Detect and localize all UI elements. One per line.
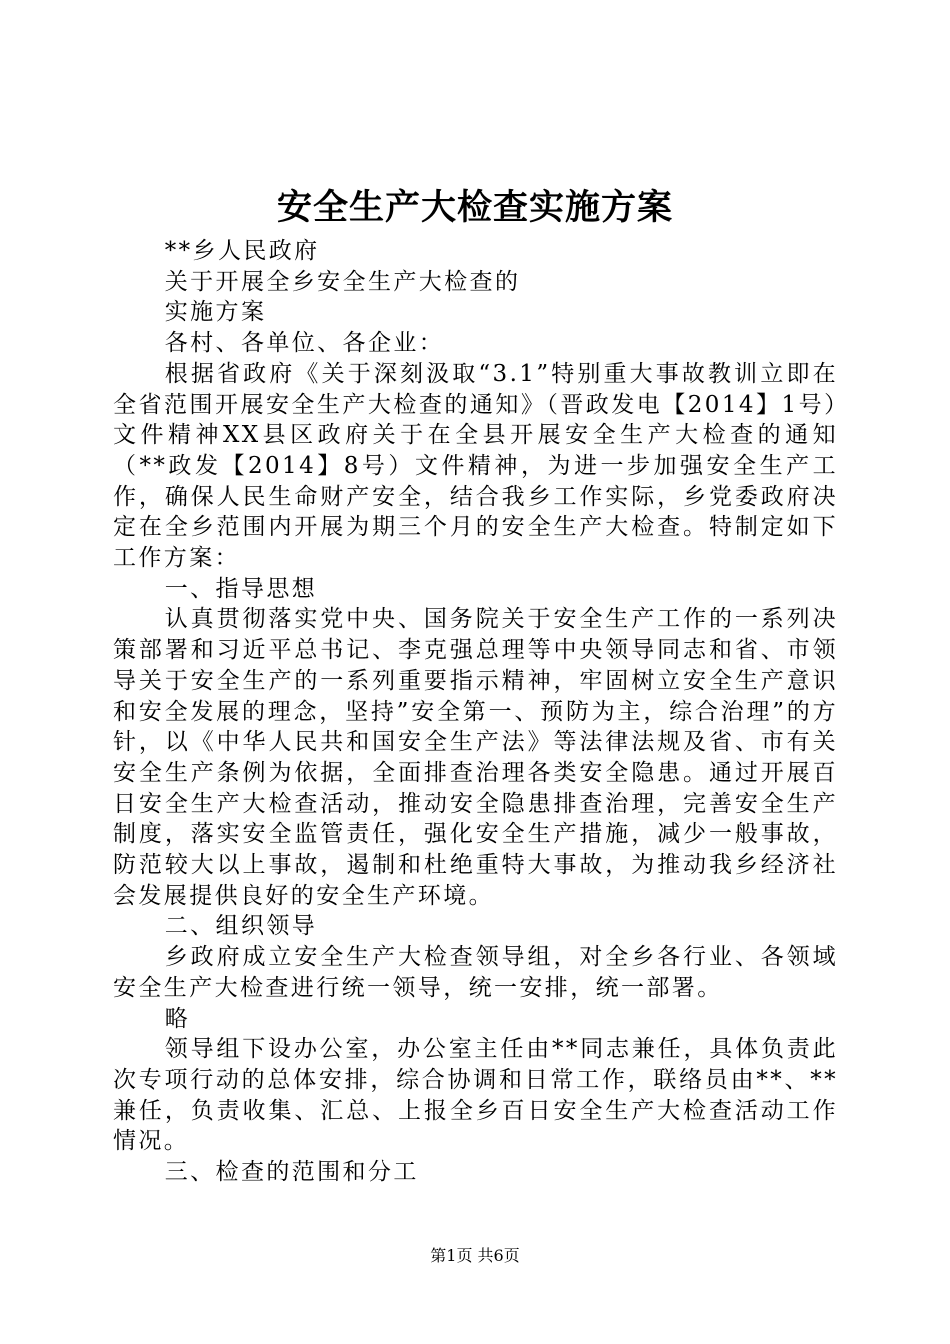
document-body <box>113 236 838 1188</box>
section-heading-2: 二、组织领导 <box>164 913 318 940</box>
paragraph-leadership: 乡政府成立安全生产大检查领导组，对全乡各行业、各领域安全生产大检查进行统一领导，统一安排，统一部署。 <box>113 944 838 1001</box>
paragraph-addressee: 各村、各单位、各企业： <box>164 330 445 357</box>
page-footer <box>0 1244 950 1268</box>
paragraph-subject-title: 实施方案 <box>164 299 267 326</box>
paragraph-intro: 根据省政府《关于深刻汲取“3.1”特别重大事故教训立即在全省范围开展安全生产大检查的通知》（晋政发电【2014】1号）文件精神XX县区政府关于在全县开展安全生产大检查的通知（**政发【2014】8号）文件精神，为进一步加强安全生产工作，确保人民生命财产安全，结合我乡工作实际，乡党委政府决定在全乡范围内开展为期三个月的安全生产大检查。特制定如下工作方案： <box>113 360 838 572</box>
paragraph-office: 领导组下设办公室，办公室主任由**同志兼任，具体负责此次专项行动的总体安排，综合协调和日常工作，联络员由**、**兼任，负责收集、汇总、上报全乡百日安全生产大检查活动工作情况。 <box>113 1036 838 1155</box>
paragraph-guiding-thought: 认真贯彻落实党中央、国务院关于安全生产工作的一系列决策部署和习近平总书记、李克强总理等中央领导同志和省、市领导关于安全生产的一系列重要指示精神，牢固树立安全生产意识和安全发展的理念，坚持”安全第一、预防为主，综合治理”的方针，以《中华人民共和国安全生产法》等法律法规及省、市有关安全生产条例为依据，全面排查治理各类安全隐患。通过开展百日安全生产大检查活动，推动安全隐患排查治理，完善安全生产制度，落实安全监管责任，强化安全生产措施，减少一般事故，防范较大以上事故，遏制和杜绝重特大事故，为推动我乡经济社会发展提供良好的安全生产环境。 <box>113 606 838 909</box>
paragraph-subject: 关于开展全乡安全生产大检查的 <box>164 268 521 295</box>
document-title: 安全生产大检查实施方案 <box>276 187 673 228</box>
page-number: 第1页 <box>430 1246 473 1265</box>
section-heading-3: 三、检查的范围和分工 <box>164 1159 419 1186</box>
paragraph-omitted: 略 <box>164 1005 191 1032</box>
section-heading-1: 一、指导思想 <box>164 575 318 602</box>
page-total: 共6页 <box>477 1246 520 1265</box>
paragraph-issuer: **乡人民政府 <box>164 238 320 264</box>
